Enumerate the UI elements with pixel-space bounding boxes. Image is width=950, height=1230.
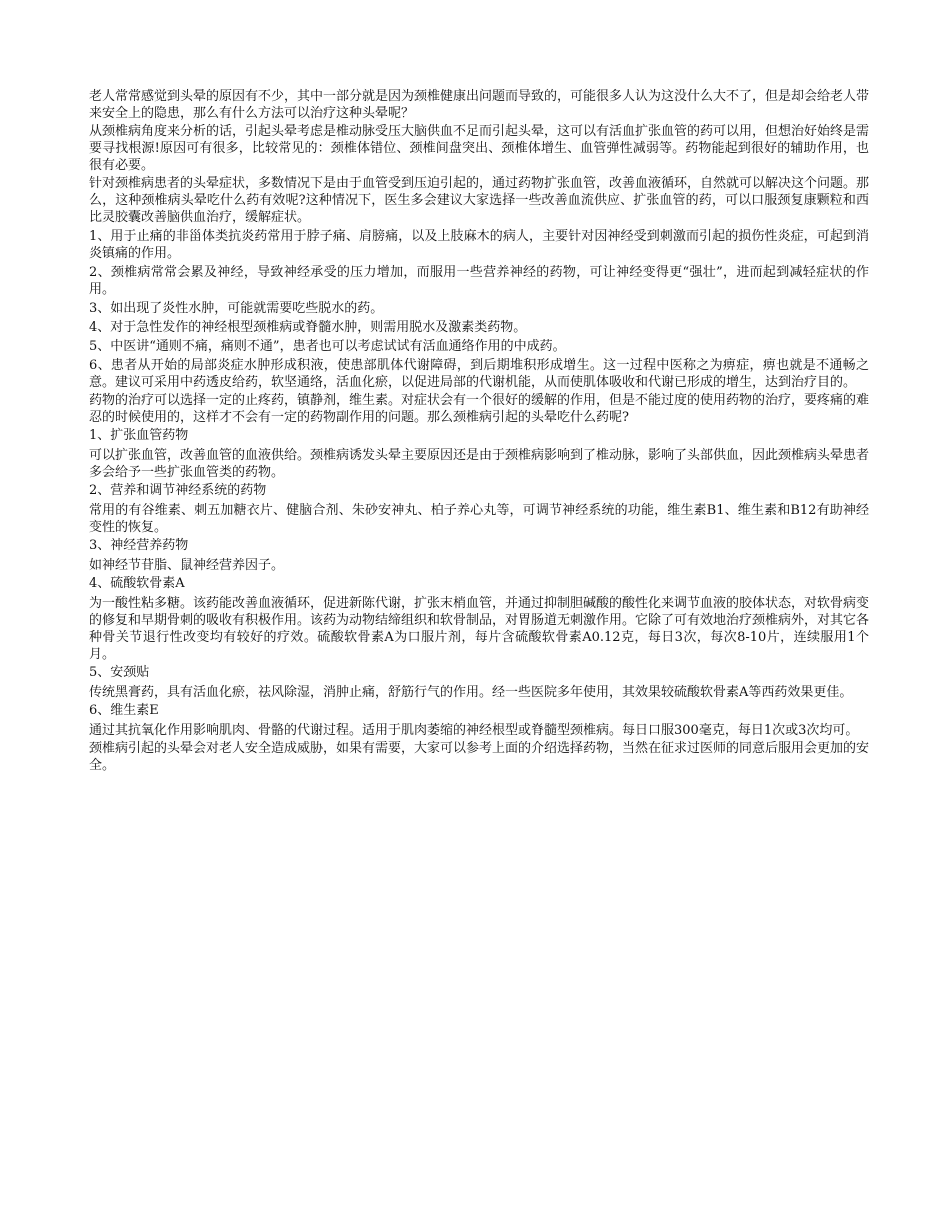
medication-paragraph: 药物的治疗可以选择一定的止疼药，镇静剂，维生素。对症状会有一个很好的缓解的作用，但是不能过度的使用药物的治疗，要疼痛的难忍的时候使用的，这样才不会有一定的药物副作用的问题。那么颈椎病引起的头晕吃什么药呢? — [89, 393, 870, 425]
section-body-2: 常用的有谷维素、刺五加糖衣片、健脑合剂、朱砂安神丸、柏子养心丸等，可调节神经系统的功能，维生素B1、维生素和B12有助神经变性的恢复。 — [89, 503, 869, 535]
intro-paragraph: 老人常常感觉到头晕的原因有不少，其中一部分就是因为颈椎健康出问题而导致的，可能很多人认为这没什么大不了，但是却会给老人带来安全上的隐患，那么有什么方法可以治疗这种头晕呢？ — [89, 89, 870, 121]
section-heading-5: 5、安颈贴 — [89, 665, 150, 680]
section-heading-4: 4、硫酸软骨素A — [89, 576, 185, 591]
list-item-2: 2、颈椎病常常会累及神经，导致神经承受的压力增加，而服用一些营养神经的药物，可让神经变得更“强壮”，进而起到减轻症状的作用。 — [89, 265, 869, 297]
section-body-1: 可以扩张血管，改善血管的血液供给。颈椎病诱发头晕主要原因还是由于颈椎病影响到了椎动脉，影响了头部供血，因此颈椎病头晕患者多会给予一些扩张血管类的药物。 — [89, 448, 870, 480]
list-item-5: 5、中医讲“通则不痛，痛则不通”，患者也可以考虑试试有活血通络作用的中成药。 — [89, 339, 566, 354]
list-item-4: 4、对于急性发作的神经根型颈椎病或脊髓水肿，则需用脱水及激素类药物。 — [89, 320, 527, 335]
list-item-1: 1、用于止痛的非甾体类抗炎药常用于脖子痛、肩膀痛，以及上肢麻木的病人，主要针对因神经受到刺激而引起的损伤性炎症，可起到消炎镇痛的作用。 — [89, 229, 869, 261]
section-body-5: 传统黑膏药，具有活血化瘀，祛风除湿，消肿止痛，舒筋行气的作用。经一些医院多年使用，其效果较硫酸软骨素A等西药效果更佳。 — [89, 685, 853, 700]
article-body — [89, 88, 869, 775]
section-heading-3: 3、神经营养药物 — [89, 538, 189, 553]
section-body-3: 如神经节苷脂、鼠神经营养因子。 — [89, 558, 285, 573]
section-body-6: 通过其抗氧化作用影响肌肉、骨骼的代谢过程。适用于肌肉萎缩的神经根型或脊髓型颈椎病。每日口服300毫克，每日1次或3次均可。 — [89, 723, 859, 738]
section-heading-1: 1、扩张血管药物 — [89, 428, 189, 443]
treatment-paragraph: 针对颈椎病患者的头晕症状，多数情况下是由于血管受到压迫引起的，通过药物扩张血管，改善血液循环，自然就可以解决这个问题。那么，这种颈椎病头晕吃什么药有效呢?这种情况下，医生多会建议大家选择一些改善血流供应、扩张血管的药，可以口服颈复康颗粒和西比灵胶囊改善脑供血治疗，缓解症状。 — [89, 176, 870, 225]
cause-paragraph: 从颈椎病角度来分析的话，引起头晕考虑是椎动脉受压大脑供血不足而引起头晕，这可以有活血扩张血管的药可以用，但想治好始终是需要寻找根源!原因可有很多，比较常见的：颈椎体错位、颈椎间盘突出、颈椎体增生、血管弹性减弱等。药物能起到很好的辅助作用，也很有必要。 — [89, 124, 870, 173]
list-item-6: 6、患者从开始的局部炎症水肿形成积液，使患部肌体代谢障碍，到后期堆积形成增生。这一过程中医称之为痹症，痹也就是不通畅之意。建议可采用中药透皮给药，软坚通络，活血化瘀，以促进局部的代谢机能，从而使肌体吸收和代谢已形成的增生，达到治疗目的。 — [89, 358, 869, 390]
section-heading-6: 6、维生素E — [89, 703, 159, 718]
list-item-3: 3、如出现了炎性水肿，可能就需要吃些脱水的药。 — [89, 301, 384, 316]
closing-paragraph: 颈椎病引起的头晕会对老人安全造成威胁，如果有需要，大家可以参考上面的介绍选择药物，当然在征求过医师的同意后服用会更加的安全。 — [89, 741, 870, 773]
section-body-4: 为一酸性粘多糖。该药能改善血液循环，促进新陈代谢，扩张末梢血管，并通过抑制胆碱酸的酸性化来调节血液的胶体状态，对软骨病变的修复和早期骨刺的吸收有积极作用。该药为动物结缔组织和软骨制品，对胃肠道无刺激作用。它除了可有效地治疗颈椎病外，对其它各种骨关节退行性改变均有较好的疗效。硫酸软骨素A为口服片剂，每片含硫酸软骨素A0.12克，每日3次，每次8-10片，连续服用1个月。 — [89, 596, 870, 662]
section-heading-2: 2、营养和调节神经系统的药物 — [89, 483, 267, 498]
